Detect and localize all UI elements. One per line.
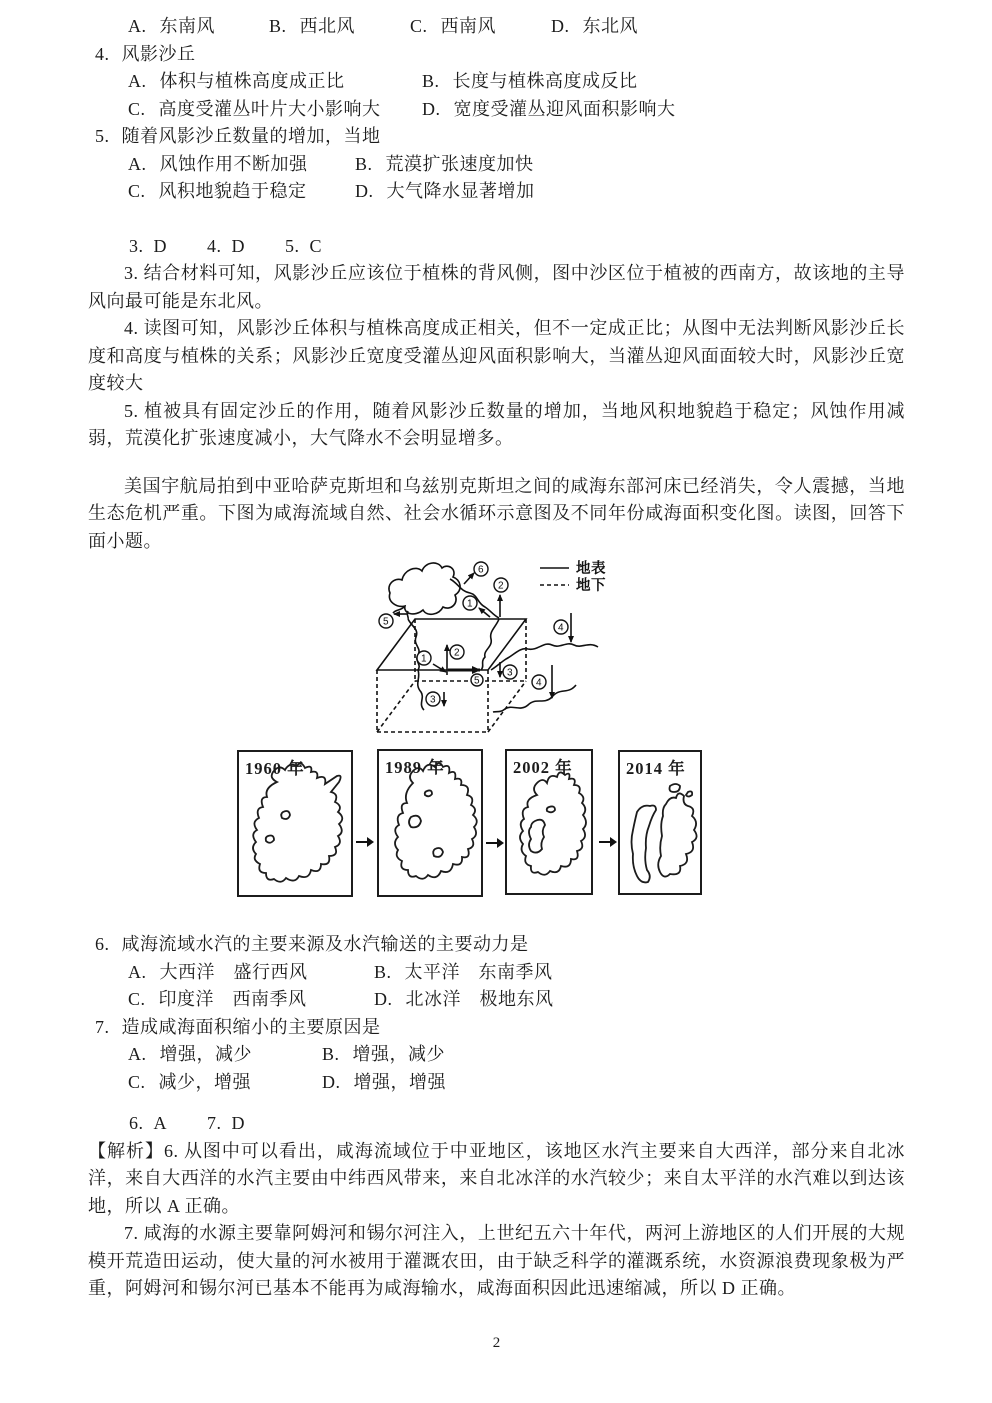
legend-underground-label: 地下 — [576, 578, 606, 594]
q7-options-row-2 — [128, 1069, 905, 1097]
option-text: 风积地貌趋于稳定 — [158, 181, 307, 201]
legend-surface-label: 地表 — [576, 561, 606, 577]
option-text: 印度洋 西南季风 — [158, 989, 307, 1009]
q3-option-d — [551, 13, 638, 41]
answer-number: 3. — [129, 235, 144, 256]
q4-options-row-2 — [128, 96, 905, 124]
svg-text:5: 5 — [382, 616, 390, 628]
option-label: C. — [410, 16, 428, 36]
explanation-q7: 7. 咸海的水源主要靠阿姆河和锡尔河注入，上世纪五六十年代，两河上游地区的人们开展的大规模开荒造田运动，使大量的河水被用于灌溉农田，由于缺乏科学的灌溉系统，水资源浪费现象极为严重，阿姆河和锡尔河已基本不能再为咸海输水，咸海面积因此迅速缩减，所以 D 正确。 — [88, 1223, 905, 1298]
option-text: 荒漠扩张速度加快 — [385, 153, 534, 174]
option-label: A. — [128, 16, 147, 36]
option-label: A. — [128, 961, 147, 982]
arrow-2002-2014 — [598, 835, 618, 849]
option-text: 北冰洋 极地东风 — [405, 989, 554, 1009]
water-cycle-diagram — [330, 555, 730, 747]
marker-2-mid — [450, 645, 464, 659]
map-panel-2014 — [618, 750, 702, 895]
question-text: 咸海流域水汽的主要来源及水汽输送的主要动力是 — [121, 934, 529, 954]
marker-2-top — [494, 578, 508, 592]
answer-number: 5. — [285, 235, 300, 256]
answer-q4 — [207, 233, 245, 261]
q5-option-d — [355, 178, 535, 206]
figure-legend — [540, 568, 569, 585]
option-text: 宽度受灌丛迎风面积影响大 — [453, 98, 676, 119]
answer-number: 4. — [207, 235, 222, 256]
answer-q6 — [129, 1110, 167, 1138]
option-text: 增强，减少 — [159, 1044, 252, 1064]
option-label: D. — [374, 989, 393, 1009]
answer-number: 7. — [207, 1113, 222, 1133]
question-text: 造成咸海面积缩小的主要原因是 — [121, 1016, 381, 1037]
q5-options-row-1 — [128, 151, 905, 179]
q7-options-row-1 — [128, 1041, 905, 1069]
option-label: B. — [269, 16, 287, 36]
q7-option-a — [128, 1041, 322, 1069]
option-text: 长度与植株高度成反比 — [452, 71, 638, 91]
option-text: 大气降水显著增加 — [386, 181, 535, 201]
marker-4-right-upper — [554, 620, 568, 634]
option-label: C. — [128, 989, 146, 1009]
answer-letter: D — [231, 1113, 245, 1133]
surface-box-top-face — [377, 616, 526, 670]
option-text: 西北风 — [299, 16, 356, 36]
option-text: 风蚀作用不断加强 — [159, 153, 308, 174]
page-number: 2 — [492, 1334, 501, 1351]
marker-1-mid — [417, 651, 431, 665]
q3-option-b — [269, 13, 410, 41]
option-text: 增强，减少 — [352, 1044, 446, 1064]
question-text: 风影沙丘 — [121, 43, 196, 64]
figure-water-cycle — [88, 555, 905, 747]
option-label: A. — [128, 71, 147, 91]
map-panel-2002 — [505, 749, 593, 895]
explanation-q6: 【解析】6. 从图中可以看出，咸海流域位于中亚地区，该地区水汽主要来自大西洋，部分来自北冰洋，来自大西洋的水汽主要由中纬西风带来，来自北冰洋的水汽较少；来自太平洋的水汽难以到达该地，所以 A 正确。 — [88, 1140, 905, 1216]
option-label: A. — [128, 153, 147, 174]
q5-options-row-2 — [128, 178, 905, 206]
map-panel-1960 — [237, 750, 353, 897]
q3-options-row — [128, 13, 905, 41]
q3-option-a — [128, 13, 269, 41]
option-text: 东北风 — [582, 16, 638, 36]
option-label: A. — [128, 1044, 147, 1064]
marker-4-right-lower — [532, 675, 546, 689]
answer-q7 — [207, 1110, 245, 1138]
answer-letter: D — [153, 235, 167, 256]
marker-6-top — [474, 562, 488, 576]
svg-text:5: 5 — [473, 675, 481, 687]
option-label: B. — [374, 961, 392, 982]
arrow-1989-2002 — [485, 836, 505, 850]
option-text: 高度受灌丛叶片大小影响大 — [158, 98, 381, 119]
q7-option-d — [322, 1069, 446, 1097]
q4-option-b — [422, 68, 638, 96]
q7-stem — [95, 1014, 905, 1042]
option-text: 增强，增强 — [353, 1071, 446, 1092]
option-label: B. — [422, 71, 440, 91]
answer-number: 6. — [129, 1113, 144, 1133]
q4-option-a — [128, 68, 422, 96]
svg-text:4: 4 — [557, 622, 565, 634]
question-text: 随着风影沙丘数量的增加，当地 — [121, 126, 381, 146]
option-label: C. — [128, 1071, 146, 1092]
q6-option-a — [128, 959, 374, 987]
answers-row-6-7 — [129, 1110, 905, 1138]
q6-option-b — [374, 959, 553, 987]
q6-stem — [95, 931, 905, 959]
answer-letter: C — [309, 235, 323, 256]
q6-options-row-2 — [128, 986, 905, 1014]
svg-text:2: 2 — [497, 580, 505, 592]
lake-outline — [389, 563, 460, 614]
map-panel-1989 — [377, 749, 483, 897]
marker-3-bottom — [426, 692, 440, 706]
svg-text:4: 4 — [535, 677, 543, 689]
q4-stem — [95, 41, 905, 69]
answer-letter: A — [153, 1113, 167, 1133]
map-year-label: 1960 年 — [245, 759, 305, 778]
svg-text:1: 1 — [466, 598, 474, 610]
svg-text:2: 2 — [453, 647, 461, 659]
answer-letter: D — [231, 235, 245, 256]
q7-option-c — [128, 1069, 322, 1097]
marker-5-mid — [471, 674, 483, 687]
option-label: D. — [355, 181, 374, 201]
q6-option-c — [128, 986, 374, 1014]
option-label: B. — [322, 1044, 340, 1064]
option-label: D. — [551, 16, 570, 36]
option-text: 东南风 — [159, 16, 215, 36]
marker-1-top — [463, 596, 477, 610]
lake-neck — [393, 606, 408, 619]
option-label: B. — [355, 153, 373, 174]
q5-option-b — [355, 151, 534, 179]
figure-sea-area-maps — [88, 747, 905, 905]
svg-text:6: 6 — [477, 564, 485, 576]
q4-option-c — [128, 96, 422, 124]
option-label: D. — [422, 98, 441, 119]
q5-option-a — [128, 151, 355, 179]
q3-option-c — [410, 13, 551, 41]
svg-text:3: 3 — [429, 694, 437, 706]
explanation-q3: 3. 结合材料可知，风影沙丘应该位于植株的背风侧，图中沙区位于植被的西南方，故该地的主导风向最可能是东北风。 — [88, 263, 905, 311]
map-year-label: 2002 年 — [513, 758, 573, 777]
option-text: 减少，增强 — [158, 1071, 252, 1092]
option-label: D. — [322, 1071, 341, 1092]
q4-option-d — [422, 96, 676, 124]
q5-stem — [95, 123, 905, 151]
answer-q3 — [129, 233, 167, 261]
q4-options-row-1 — [128, 68, 905, 96]
q6-options-row-1 — [128, 959, 905, 987]
option-label: C. — [128, 181, 146, 201]
cycle-markers — [379, 562, 568, 706]
river-on-surface — [481, 619, 499, 670]
map-year-label: 2014 年 — [626, 759, 686, 778]
reading-intro: 美国宇航局拍到中亚哈萨克斯坦和乌兹别克斯坦之间的咸海东部河床已经消失，令人震撼，当地生态危机严重。下图为咸海流域自然、社会水循环示意图及不同年份咸海面积变化图。读图，回答下面小题。 — [88, 475, 905, 551]
option-text: 西南风 — [440, 16, 497, 36]
explanation-q5: 5. 植被具有固定沙丘的作用，随着风影沙丘数量的增加，当地风积地貌趋于稳定；风蚀作用减弱，荒漠化扩张速度减小，大气降水不会明显增多。 — [88, 400, 905, 448]
question-number: 5. — [95, 126, 110, 146]
question-number: 6. — [95, 934, 110, 954]
marker-3-mid — [503, 665, 517, 679]
option-text: 大西洋 盛行西风 — [159, 961, 308, 982]
question-number: 4. — [95, 43, 110, 64]
map-year-label: 1989 年 — [385, 758, 445, 777]
option-label: C. — [128, 98, 146, 119]
answer-q5 — [285, 233, 322, 261]
answers-row-3-5 — [129, 233, 905, 261]
question-number: 7. — [95, 1016, 110, 1037]
explanation-q4: 4. 读图可知，风影沙丘体积与植株高度成正相关，但不一定成正比；从图中无法判断风影沙丘长度和高度与植株的关系；风影沙丘宽度受灌丛迎风面积影响大，当灌丛迎风面面较大时，风影沙丘宽度较大 — [88, 318, 905, 393]
q7-option-b — [322, 1041, 445, 1069]
svg-text:1: 1 — [420, 653, 428, 665]
q6-option-d — [374, 986, 554, 1014]
option-text: 体积与植株高度成正比 — [159, 71, 345, 91]
q5-option-c — [128, 178, 355, 206]
arrow-1960-1989 — [355, 835, 375, 849]
svg-text:3: 3 — [506, 667, 514, 679]
marker-5-left — [379, 614, 393, 628]
option-text: 太平洋 东南季风 — [404, 961, 553, 982]
